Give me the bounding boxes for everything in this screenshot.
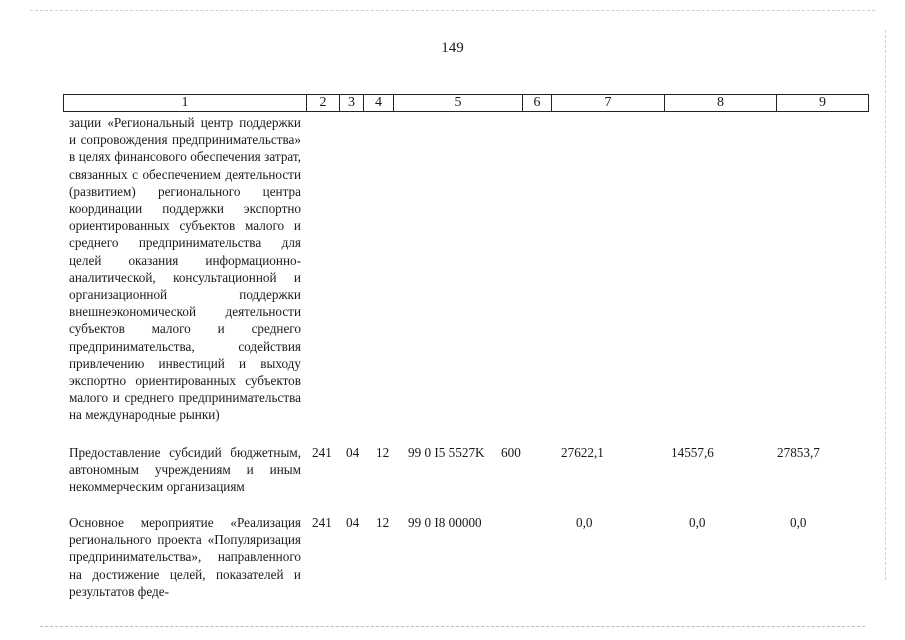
cell-col-6: 600 — [501, 445, 521, 460]
cell-col-8: 0,0 — [689, 515, 706, 530]
header-col-1: 1 — [64, 95, 307, 111]
cell-col-3: 04 — [346, 515, 360, 530]
row-description: зации «Региональный центр поддержки и сопровождения предпринимательства» в целях финансового обеспечения затрат, связанных с обеспечением деятельности (развитием) регионального центра координации поддержки экспортно ориентированных субъектов малого и среднего предпринимательства для целей оказания информационно-аналитической, консультационной и организационной поддержки внешнеэкономической деятельности субъектов малого и среднего предпринимательства, содействия привлечению инвестиций и выходу экспортно ориентированных субъектов малого и среднего предпринимательства на международные рынки) — [69, 115, 301, 423]
cell-col-5: 99 0 I8 00000 — [408, 515, 482, 530]
row-description: Основное мероприятие «Реализация регионального проекта «Популяризация предпринимательства», направленного на достижение целей, показателей и результатов феде- — [69, 515, 301, 599]
header-col-7: 7 — [552, 95, 665, 111]
cell-col-8: 14557,6 — [671, 445, 714, 460]
cell-col-2: 241 — [312, 445, 332, 460]
cell-col-7: 27622,1 — [561, 445, 604, 460]
header-col-3: 3 — [340, 95, 364, 111]
scan-bottom-edge — [40, 626, 865, 627]
row-description: Предоставление субсидий бюджетным, автономным учреждениям и иным некоммерческим организациям — [69, 445, 301, 495]
table-header-row — [63, 94, 869, 112]
scan-right-edge — [885, 30, 886, 580]
cell-col-7: 0,0 — [576, 515, 593, 530]
page-number: 149 — [441, 40, 464, 56]
cell-col-9: 27853,7 — [777, 445, 820, 460]
cell-col-4: 12 — [376, 515, 390, 530]
cell-col-9: 0,0 — [790, 515, 807, 530]
header-col-9: 9 — [819, 95, 826, 110]
header-col-2: 2 — [307, 95, 340, 111]
header-col-8: 8 — [665, 95, 777, 111]
cell-col-4: 12 — [376, 445, 390, 460]
scan-top-edge — [30, 10, 875, 11]
cell-col-3: 04 — [346, 445, 360, 460]
header-col-6: 6 — [523, 95, 552, 111]
cell-col-5: 99 0 I5 5527K — [408, 445, 485, 460]
header-col-4: 4 — [364, 95, 394, 111]
cell-col-2: 241 — [312, 515, 332, 530]
header-col-5: 5 — [394, 95, 523, 111]
